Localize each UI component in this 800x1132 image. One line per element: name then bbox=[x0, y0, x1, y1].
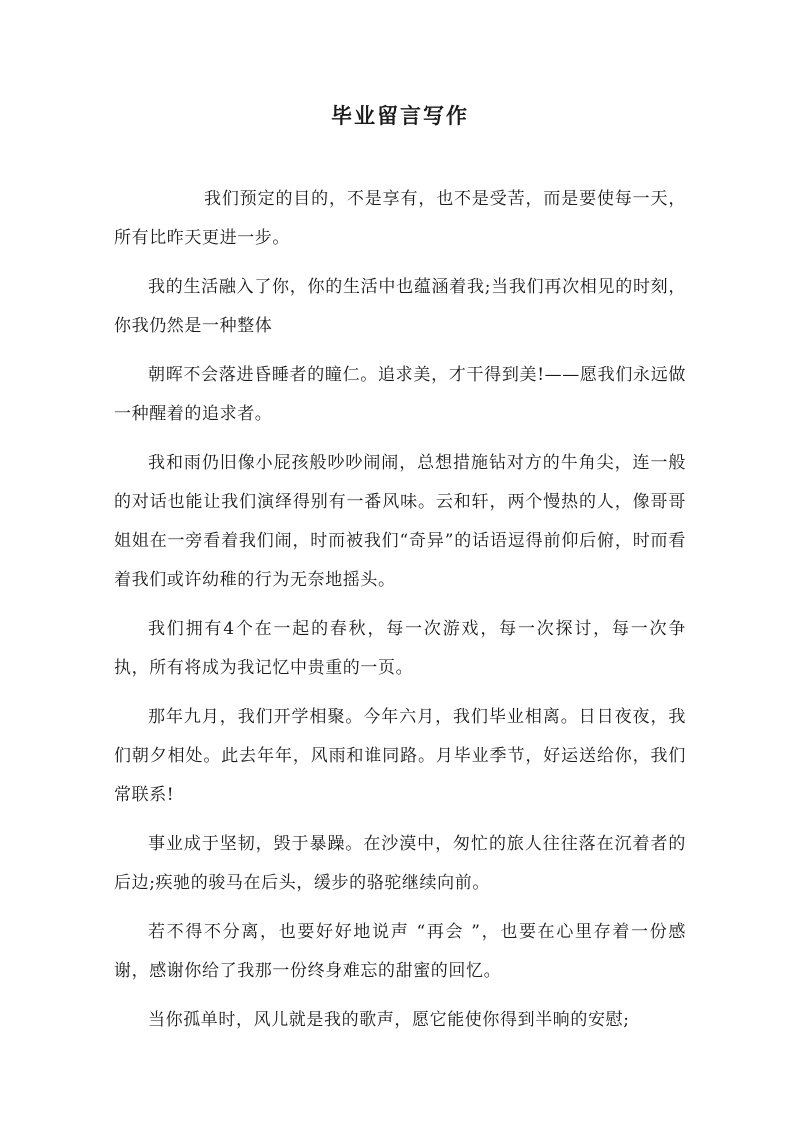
document-body bbox=[114, 180, 686, 1050]
paragraph: 那年九月，我们开学相聚。今年六月，我们毕业相离。日日夜夜，我们朝夕相处。此去年年，风雨和谁同路。月毕业季节，好运送给你，我们常联系! bbox=[114, 707, 686, 805]
paragraph: 若不得不分离，也要好好地说声 “再会 ”，也要在心里存着一份感谢，感谢你给了我那一份终身难忘的甜蜜的回忆。 bbox=[114, 922, 686, 981]
paragraph: 朝晖不会落进昏睡者的瞳仁。追求美，才干得到美!——愿我们永远做一种醒着的追求者。 bbox=[114, 365, 686, 424]
paragraph: 我们拥有4个在一起的春秋，每一次游戏，每一次探讨，每一次争执，所有将成为我记忆中贵重的一页。 bbox=[114, 619, 686, 678]
document-title: 毕业留言写作 bbox=[331, 103, 469, 128]
paragraph: 我们预定的目的，不是享有，也不是受苦，而是要使每一天，所有比昨天更进一步。 bbox=[114, 189, 686, 248]
paragraph: 事业成于坚韧，毁于暴躁。在沙漠中，匆忙的旅人往往落在沉着者的后边;疾驰的骏马在后头，缓步的骆驼继续向前。 bbox=[114, 834, 686, 893]
paragraph: 我的生活融入了你，你的生活中也蕴涵着我;当我们再次相见的时刻，你我仍然是一种整体 bbox=[114, 277, 686, 336]
paragraph: 我和雨仍旧像小屁孩般吵吵闹闹，总想措施钻对方的牛角尖，连一般的对话也能让我们演绎得别有一番风味。云和轩，两个慢热的人，像哥哥姐姐在一旁看着我们闹，时而被我们“奇异”的话语逗得前仰后俯，时而看着我们或许幼稚的行为无奈地摇头。 bbox=[114, 453, 686, 590]
paragraph: 当你孤单时，风儿就是我的歌声，愿它能使你得到半晌的安慰; bbox=[148, 1010, 630, 1030]
